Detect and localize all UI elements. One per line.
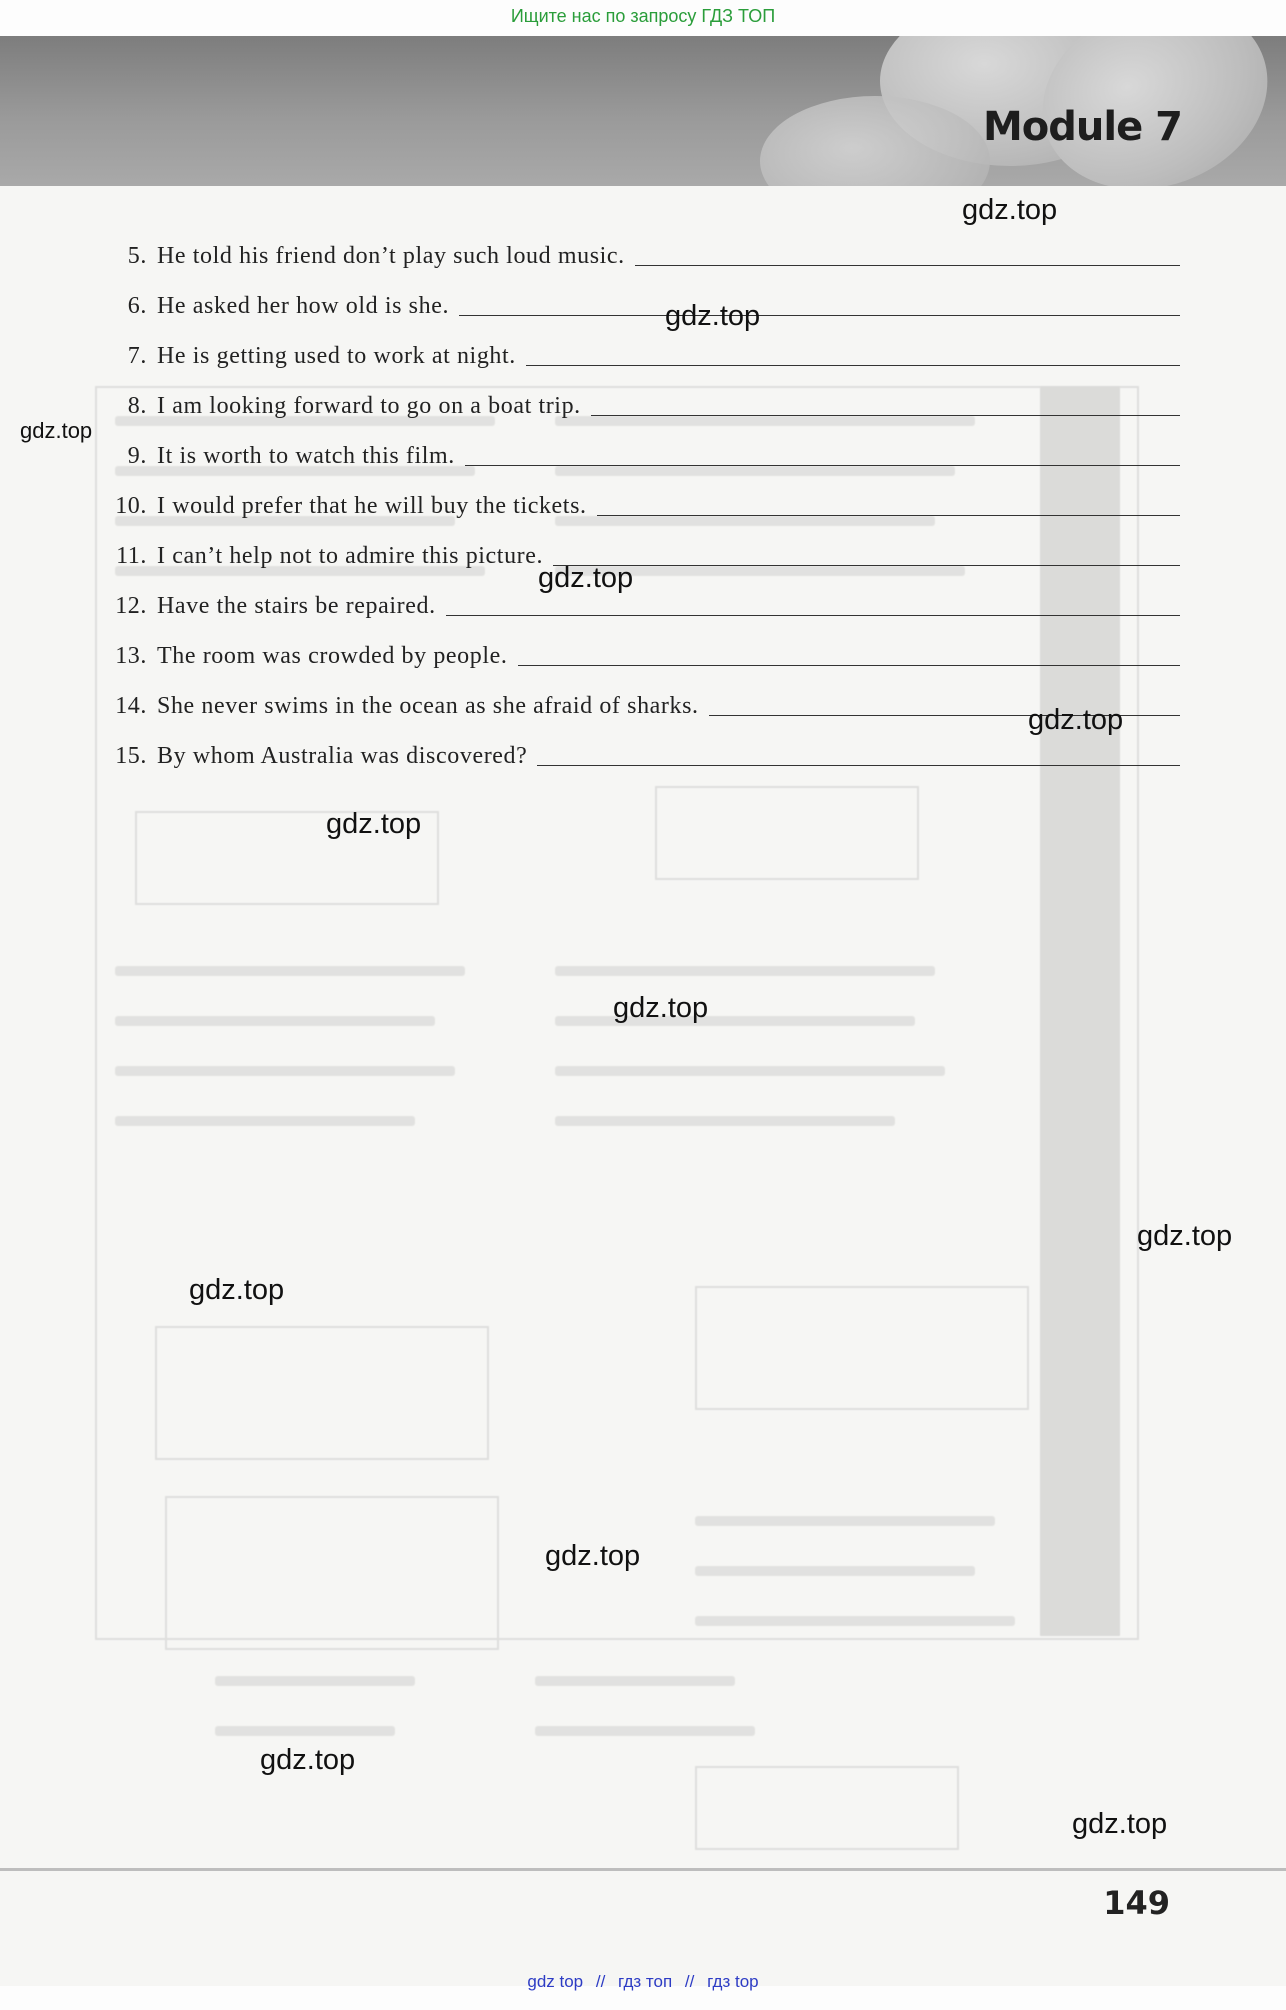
exercise-item — [95, 370, 1180, 420]
exercise-sentence: I can’t help not to admire this picture. — [157, 543, 544, 569]
textbook-page — [0, 186, 1286, 1986]
answer-line[interactable] — [446, 614, 1180, 616]
exercise-item — [95, 470, 1180, 520]
watermark: gdz.top — [1028, 704, 1124, 736]
watermark: gdz.top — [189, 1274, 285, 1306]
footer-link[interactable]: гдз top — [707, 1972, 759, 1991]
exercise-sentence: I am looking forward to go on a boat trip. — [157, 393, 581, 419]
exercise-item — [95, 220, 1180, 270]
exercise-number: 12. — [115, 593, 147, 619]
page-number: 149 — [1103, 1884, 1170, 1922]
answer-line[interactable] — [518, 664, 1181, 666]
exercise-sentence: She never swims in the ocean as she afraid of sharks. — [157, 693, 699, 719]
exercise-sentence: Have the stairs be repaired. — [157, 593, 436, 619]
exercise-item — [95, 570, 1180, 620]
exercise-number: 14. — [115, 693, 147, 719]
watermark: gdz.top — [326, 808, 422, 840]
exercise-item — [95, 520, 1180, 570]
exercise-number: 11. — [116, 543, 147, 569]
exercise-item — [95, 720, 1180, 770]
exercise-number: 10. — [115, 493, 147, 519]
watermark: gdz.top — [1072, 1808, 1168, 1840]
exercise-number: 13. — [115, 643, 147, 669]
footer-link[interactable]: gdz top — [527, 1972, 584, 1991]
answer-line[interactable] — [591, 414, 1180, 416]
exercise-number: 8. — [127, 393, 147, 419]
answer-line[interactable] — [526, 364, 1180, 366]
watermark: gdz.top — [20, 418, 93, 443]
answer-line[interactable] — [553, 564, 1180, 566]
exercise-item — [95, 420, 1180, 470]
watermark: gdz.top — [665, 300, 761, 332]
footer-separator: // — [595, 1972, 606, 1991]
answer-line[interactable] — [465, 464, 1180, 466]
module-title: Module 7 — [983, 104, 1182, 150]
footer-link[interactable]: гдз топ — [618, 1972, 673, 1991]
exercise-number: 15. — [115, 743, 147, 769]
exercise-number: 5. — [127, 243, 147, 269]
exercise-item — [95, 320, 1180, 370]
answer-line[interactable] — [459, 314, 1180, 316]
exercise-list — [95, 220, 1180, 770]
exercise-item — [95, 670, 1180, 720]
exercise-sentence: He asked her how old is she. — [157, 293, 450, 319]
footer-links — [0, 1972, 1286, 1992]
exercise-item — [95, 620, 1180, 670]
exercise-sentence: He told his friend don’t play such loud music. — [157, 243, 625, 269]
watermark: gdz.top — [538, 562, 634, 594]
module-banner — [0, 36, 1286, 186]
answer-line[interactable] — [537, 764, 1180, 766]
watermark: gdz.top — [613, 992, 709, 1024]
footer-separator: // — [684, 1972, 695, 1991]
exercise-sentence: He is getting used to work at night. — [157, 343, 516, 369]
footer-divider — [0, 1868, 1286, 1871]
exercise-sentence: It is worth to watch this film. — [157, 443, 455, 469]
exercise-number: 6. — [127, 293, 147, 319]
exercise-number: 7. — [127, 343, 147, 369]
answer-line[interactable] — [635, 264, 1180, 266]
exercise-sentence: I would prefer that he will buy the tickets. — [157, 493, 587, 519]
watermark: gdz.top — [1137, 1220, 1233, 1252]
top-search-hint[interactable]: Ищите нас по запросу ГДЗ ТОП — [510, 6, 776, 26]
exercise-sentence: The room was crowded by people. — [157, 643, 508, 669]
exercise-item — [95, 270, 1180, 320]
watermark: gdz.top — [545, 1540, 641, 1572]
watermark: gdz.top — [962, 194, 1058, 226]
exercise-sentence: By whom Australia was discovered? — [157, 743, 528, 769]
answer-line[interactable] — [597, 514, 1180, 516]
exercise-number: 9. — [127, 443, 147, 469]
watermark: gdz.top — [260, 1744, 356, 1776]
